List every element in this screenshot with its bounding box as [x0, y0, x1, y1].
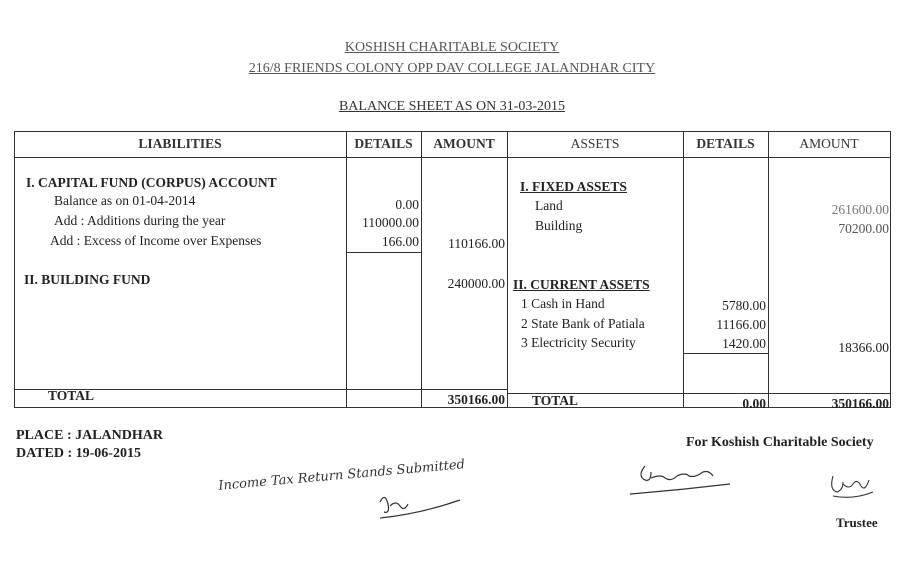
detail-value: 0.00	[395, 197, 419, 212]
for-org: For Koshish Charitable Society	[686, 435, 874, 450]
detail-value: 5780.00	[722, 298, 766, 313]
col-details: DETAILS	[354, 136, 413, 151]
current-assets-heading: II. CURRENT ASSETS	[513, 277, 650, 292]
liability-line: Add : Additions during the year	[54, 213, 226, 228]
col-amount: AMOUNT	[433, 136, 495, 151]
place: PLACE : JALANDHAR	[16, 428, 163, 443]
current-assets-amount: 18366.00	[838, 340, 889, 355]
col-details: DETAILS	[696, 136, 755, 151]
liability-line: Balance as on 01-04-2014	[54, 193, 196, 208]
dated: DATED : 19-06-2015	[16, 446, 141, 461]
col-amount: AMOUNT	[799, 136, 859, 151]
asset-line: Land	[535, 198, 563, 213]
col-liabilities: LIABILITIES	[138, 136, 222, 151]
org-name: KOSHISH CHARITABLE SOCIETY	[344, 40, 560, 55]
detail-value: 166.00	[381, 234, 419, 249]
building-fund-heading: II. BUILDING FUND	[24, 272, 151, 287]
assets-total-amount: 350166.00	[831, 396, 889, 411]
asset-amount: 261600.00	[831, 202, 889, 217]
detail-value: 11166.00	[716, 317, 766, 332]
liability-line: Add : Excess of Income over Expenses	[50, 233, 262, 248]
col-assets: ASSETS	[570, 136, 620, 151]
signature-icon	[625, 458, 745, 503]
signature-icon	[370, 490, 470, 530]
assets-total-details: 0.00	[742, 396, 766, 411]
assets-total-label: TOTAL	[532, 393, 579, 408]
building-fund-amount: 240000.00	[447, 276, 505, 291]
sheet-title: BALANCE SHEET AS ON 31-03-2015	[338, 99, 566, 114]
liabilities-total-label: TOTAL	[48, 388, 95, 403]
fixed-assets-heading: I. FIXED ASSETS	[520, 179, 627, 194]
handwritten-note: Income Tax Return Stands Submitted	[217, 457, 466, 494]
asset-line: 2 State Bank of Patiala	[521, 316, 645, 331]
liabilities-total-amount: 350166.00	[447, 392, 505, 407]
asset-line: Building	[535, 218, 583, 233]
detail-value: 1420.00	[722, 336, 766, 351]
trustee-label: Trustee	[836, 515, 878, 530]
capital-fund-heading: I. CAPITAL FUND (CORPUS) ACCOUNT	[26, 175, 277, 190]
asset-line: 3 Electricity Security	[521, 335, 636, 350]
capital-amount: 110166.00	[448, 236, 505, 251]
asset-amount: 70200.00	[838, 221, 889, 236]
detail-value: 110000.00	[362, 215, 419, 230]
signature-icon	[825, 470, 885, 505]
org-address: 216/8 FRIENDS COLONY OPP DAV COLLEGE JALANDHAR CITY	[248, 61, 656, 76]
asset-line: 1 Cash in Hand	[521, 296, 605, 311]
